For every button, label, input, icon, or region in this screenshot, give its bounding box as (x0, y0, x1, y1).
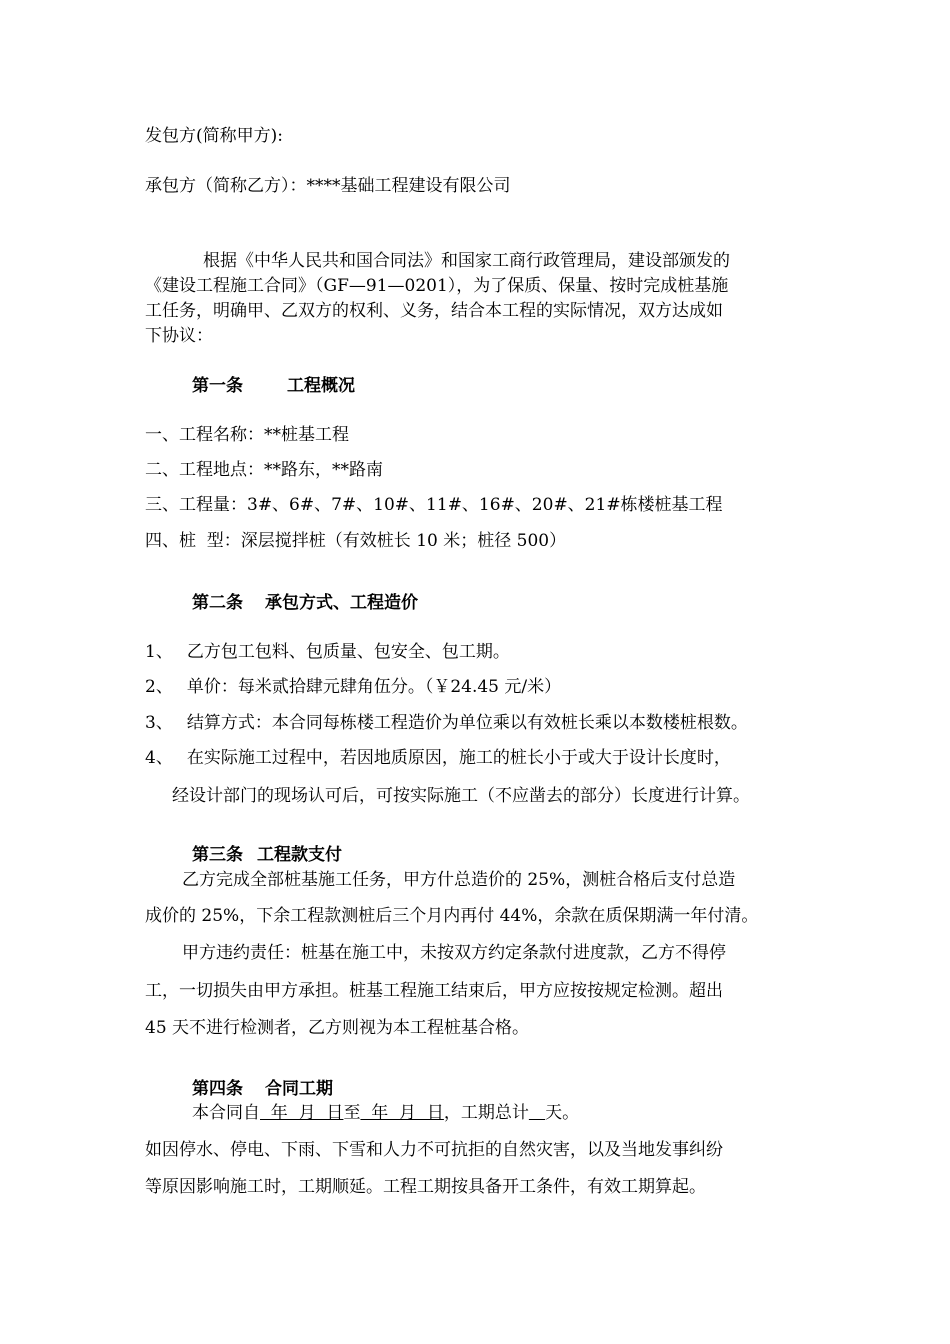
article-title: 合同工期 (265, 1079, 333, 1099)
article4-line: 如因停水、停电、下雨、下雪和人力不可抗拒的自然灾害，以及当地发事纠纷 (145, 1140, 723, 1160)
article-number: 第二条 (192, 593, 243, 613)
article2-continuation: 经设计部门的现场认可后，可按实际施工（不应凿去的部分）长度进行计算。 (172, 786, 750, 806)
article2-item (145, 679, 561, 696)
item-number: 2、 (145, 677, 173, 697)
article3-line: 乙方完成全部桩基施工任务，甲方什总造价的 25%，测桩合格后支付总造 (182, 870, 736, 890)
article4-heading (192, 1081, 333, 1098)
period-suffix: 天。 (545, 1103, 580, 1123)
contractor-line: 承包方（简称乙方）：****基础工程建设有限公司 (145, 176, 511, 196)
contract-period-line (192, 1105, 579, 1122)
item-number: 4、 (145, 748, 173, 768)
days-blank (529, 1103, 545, 1123)
article4-line: 等原因影响施工时，工期顺延。工程工期按具备开工条件，有效工期算起。 (145, 1177, 706, 1197)
item-number: 1、 (145, 642, 173, 662)
article-number: 第四条 (192, 1079, 243, 1099)
article-number: 第一条 (192, 376, 243, 396)
article2-item (145, 750, 731, 767)
article1-item: 三、工程量：3#、6#、7#、10#、11#、16#、20#、21#栋楼桩基工程 (145, 495, 723, 515)
item-text: 乙方包工包料、包质量、包安全、包工期。 (186, 642, 510, 662)
article2-item (145, 644, 510, 661)
article1-item: 一、工程名称：**桩基工程 (145, 425, 349, 445)
end-date-blank: 年 月 日 (360, 1103, 444, 1123)
article-title: 承包方式、工程造价 (265, 593, 418, 613)
preamble-line: 下协议： (145, 326, 213, 346)
preamble-line: 工任务，明确甲、乙双方的权利、义务，结合本工程的实际情况，双方达成如 (145, 301, 723, 321)
article-title: 工程款支付 (257, 845, 342, 865)
preamble-line: 《建设工程施工合同》（GF—91—0201），为了保质、保量、按时完成桩基施 (145, 276, 729, 296)
period-prefix: 本合同自 (192, 1103, 260, 1123)
article3-line: 工，一切损失由甲方承担。桩基工程施工结束后，甲方应按按规定检测。超出 (145, 981, 723, 1001)
period-mid: ，工期总计 (443, 1103, 529, 1123)
start-date-blank: 年 月 日 (260, 1103, 344, 1123)
article3-line: 45 天不进行检测者，乙方则视为本工程桩基合格。 (145, 1018, 530, 1038)
article1-heading (192, 378, 355, 395)
article3-heading (192, 847, 342, 864)
article-number: 第三条 (192, 845, 243, 865)
item-text: 在实际施工过程中，若因地质原因，施工的桩长小于或大于设计长度时， (186, 748, 731, 768)
article3-line: 成价的 25%，下余工程款测桩后三个月内再付 44%，余款在质保期满一年付清。 (145, 906, 759, 926)
period-to: 至 (343, 1103, 361, 1123)
item-text: 单价：每米贰拾肆元肆角伍分。（￥24.45 元/米） (186, 677, 562, 697)
article3-line: 甲方违约责任：桩基在施工中，未按双方约定条款付进度款，乙方不得停 (182, 943, 726, 963)
article1-item: 二、工程地点：**路东，**路南 (145, 460, 383, 480)
article1-item: 四、桩 型：深层搅拌桩（有效桩长 10 米；桩径 500） (145, 531, 567, 551)
item-number: 3、 (145, 713, 173, 733)
article2-item (145, 715, 748, 732)
article-title: 工程概况 (287, 376, 355, 396)
employer-line: 发包方(简称甲方): (145, 126, 283, 146)
article2-heading (192, 595, 418, 612)
item-text: 结算方式：本合同每栋楼工程造价为单位乘以有效桩长乘以本数楼桩根数。 (186, 713, 748, 733)
preamble-line: 根据《中华人民共和国合同法》和国家工商行政管理局，建设部颁发的 (203, 251, 730, 271)
